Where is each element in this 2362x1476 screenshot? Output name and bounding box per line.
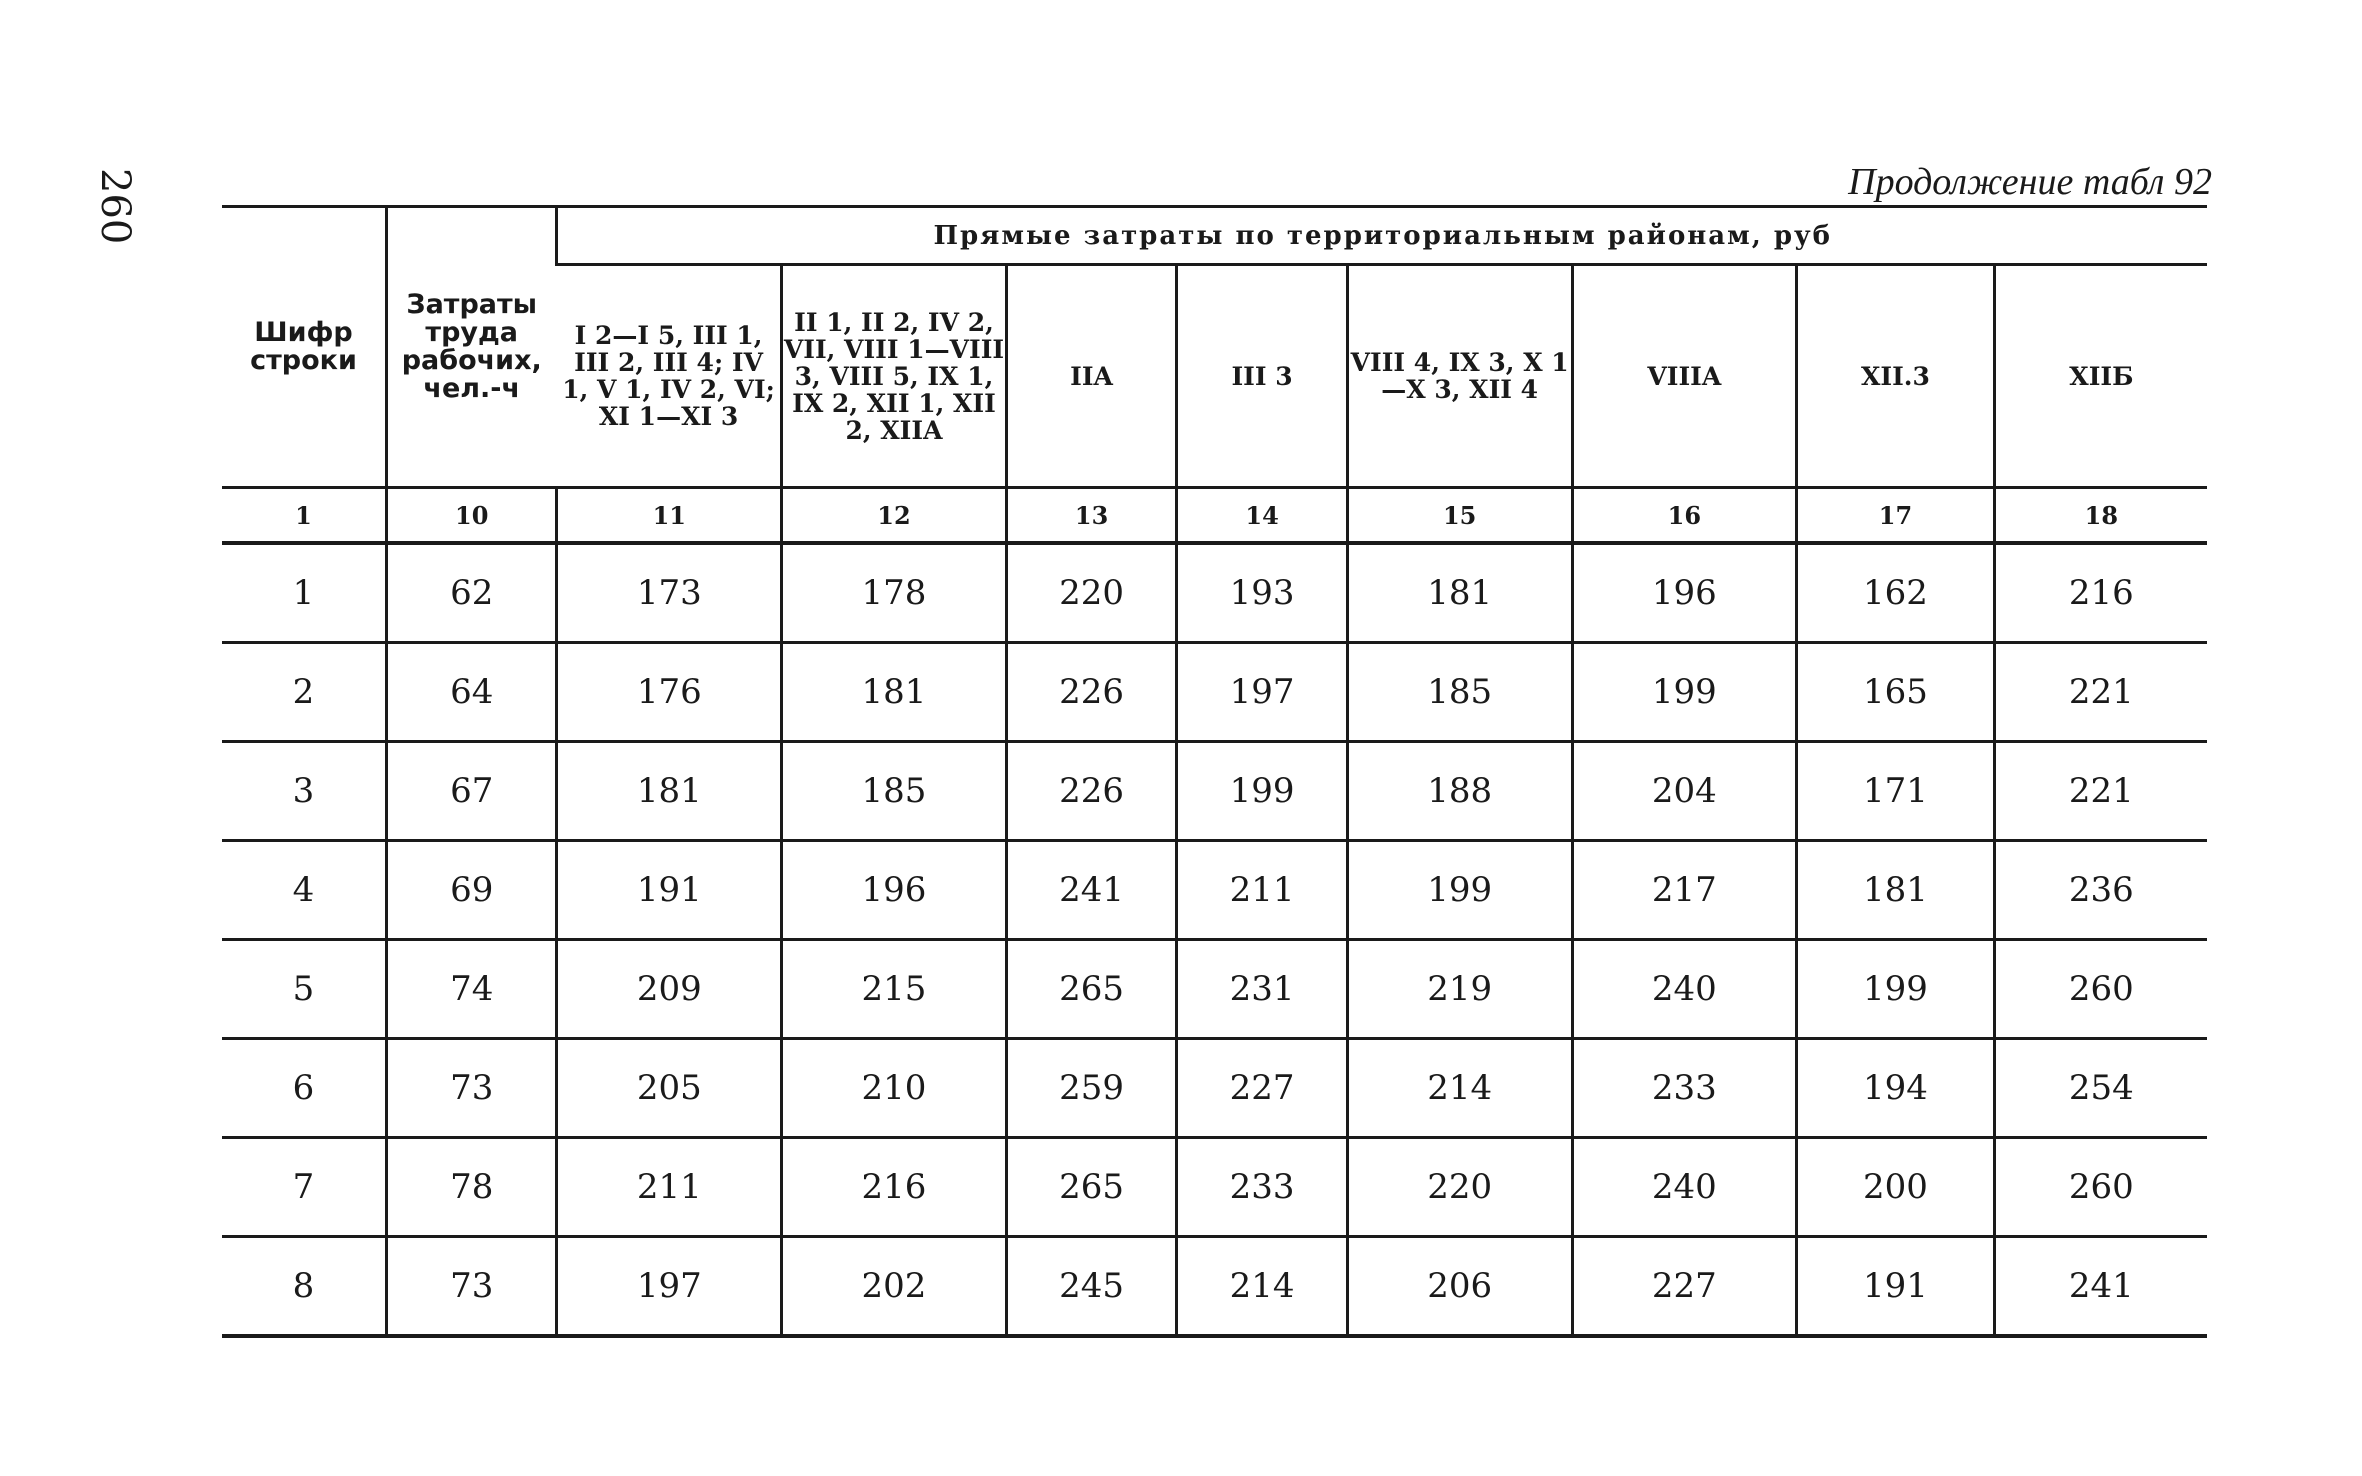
column-number: 16	[1572, 488, 1797, 544]
region-header: IIA	[1006, 265, 1177, 488]
table-row	[222, 742, 2207, 841]
table-cell: 202	[782, 1237, 1007, 1337]
table-row	[222, 1138, 2207, 1237]
table-cell: 193	[1177, 543, 1348, 643]
table-cell: 216	[1994, 543, 2207, 643]
table-cell: 227	[1572, 1237, 1797, 1337]
table-cell: 78	[386, 1138, 557, 1237]
region-header: III 3	[1177, 265, 1348, 488]
table-cell: 221	[1994, 643, 2207, 742]
table-cell: 67	[386, 742, 557, 841]
table-cell: 74	[386, 940, 557, 1039]
table-cell: 220	[1347, 1138, 1572, 1237]
row-code-cell: 6	[222, 1039, 386, 1138]
page-number: 260	[92, 168, 138, 245]
table-cell: 220	[1006, 543, 1177, 643]
table-row	[222, 1237, 2207, 1337]
costs-table	[222, 205, 2207, 1338]
table-cell: 226	[1006, 742, 1177, 841]
table-cell: 209	[557, 940, 782, 1039]
row-code-cell: 5	[222, 940, 386, 1039]
table-cell: 191	[1797, 1237, 1995, 1337]
row-code-cell: 4	[222, 841, 386, 940]
table-cell: 241	[1994, 1237, 2207, 1337]
table-cell: 194	[1797, 1039, 1995, 1138]
data-table-container	[222, 205, 2207, 1338]
table-cell: 197	[557, 1237, 782, 1337]
table-cell: 199	[1797, 940, 1995, 1039]
column-number: 17	[1797, 488, 1995, 544]
table-cell: 197	[1177, 643, 1348, 742]
table-cell: 265	[1006, 1138, 1177, 1237]
table-cell: 265	[1006, 940, 1177, 1039]
table-cell: 227	[1177, 1039, 1348, 1138]
table-cell: 215	[782, 940, 1007, 1039]
table-cell: 64	[386, 643, 557, 742]
table-cell: 240	[1572, 1138, 1797, 1237]
table-cell: 214	[1177, 1237, 1348, 1337]
column-number: 14	[1177, 488, 1348, 544]
table-cell: 231	[1177, 940, 1348, 1039]
row-code-cell: 1	[222, 543, 386, 643]
region-header: XIIБ	[1994, 265, 2207, 488]
column-number: 13	[1006, 488, 1177, 544]
table-cell: 185	[782, 742, 1007, 841]
table-row	[222, 543, 2207, 643]
table-cell: 206	[1347, 1237, 1572, 1337]
table-cell: 181	[557, 742, 782, 841]
table-cell: 240	[1572, 940, 1797, 1039]
column-number: 15	[1347, 488, 1572, 544]
row-code-cell: 3	[222, 742, 386, 841]
table-cell: 199	[1572, 643, 1797, 742]
table-cell: 181	[1797, 841, 1995, 940]
table-cell: 259	[1006, 1039, 1177, 1138]
table-cell: 173	[557, 543, 782, 643]
table-cell: 191	[557, 841, 782, 940]
table-cell: 233	[1572, 1039, 1797, 1138]
row-code-cell: 8	[222, 1237, 386, 1337]
table-cell: 216	[782, 1138, 1007, 1237]
table-cell: 73	[386, 1237, 557, 1337]
table-cell: 211	[1177, 841, 1348, 940]
table-cell: 200	[1797, 1138, 1995, 1237]
table-cell: 233	[1177, 1138, 1348, 1237]
table-cell: 162	[1797, 543, 1995, 643]
direct-costs-group-header: Прямые затраты по территориальным районам, руб	[557, 207, 2207, 265]
region-header: II 1, II 2, IV 2, VII, VIII 1—VIII 3, VIII 5, IX 1, IX 2, XII 1, XII 2, XIIA	[782, 265, 1007, 488]
table-cell: 214	[1347, 1039, 1572, 1138]
table-cell: 211	[557, 1138, 782, 1237]
table-cell: 199	[1347, 841, 1572, 940]
column-number-row	[222, 488, 2207, 544]
table-cell: 217	[1572, 841, 1797, 940]
column-number: 1	[222, 488, 386, 544]
row-code-cell: 7	[222, 1138, 386, 1237]
column-number: 12	[782, 488, 1007, 544]
labor-cost-header: Затраты труда рабочих, чел.-ч	[386, 207, 557, 488]
table-cell: 199	[1177, 742, 1348, 841]
table-cell: 260	[1994, 1138, 2207, 1237]
table-cell: 62	[386, 543, 557, 643]
column-number: 10	[386, 488, 557, 544]
region-header: XII.3	[1797, 265, 1995, 488]
table-cell: 165	[1797, 643, 1995, 742]
table-cell: 196	[782, 841, 1007, 940]
table-cell: 221	[1994, 742, 2207, 841]
table-cell: 178	[782, 543, 1007, 643]
column-number: 11	[557, 488, 782, 544]
table-row	[222, 841, 2207, 940]
table-cell: 254	[1994, 1039, 2207, 1138]
table-row	[222, 940, 2207, 1039]
table-cell: 181	[1347, 543, 1572, 643]
region-header: VIII 4, IX 3, X 1—X 3, XII 4	[1347, 265, 1572, 488]
table-cell: 196	[1572, 543, 1797, 643]
table-caption: Продолжение табл 92	[1848, 161, 2212, 203]
region-header: VIIIA	[1572, 265, 1797, 488]
row-code-cell: 2	[222, 643, 386, 742]
table-cell: 226	[1006, 643, 1177, 742]
table-cell: 69	[386, 841, 557, 940]
table-cell: 171	[1797, 742, 1995, 841]
table-cell: 205	[557, 1039, 782, 1138]
row-code-header: Шифр строки	[222, 207, 386, 488]
table-cell: 176	[557, 643, 782, 742]
table-cell: 241	[1006, 841, 1177, 940]
table-row	[222, 1039, 2207, 1138]
table-cell: 181	[782, 643, 1007, 742]
region-header: I 2—I 5, III 1, III 2, III 4; IV 1, V 1, IV 2, VI; XI 1—XI 3	[557, 265, 782, 488]
table-cell: 188	[1347, 742, 1572, 841]
table-cell: 210	[782, 1039, 1007, 1138]
table-cell: 260	[1994, 940, 2207, 1039]
column-number: 18	[1994, 488, 2207, 544]
table-cell: 219	[1347, 940, 1572, 1039]
table-body	[222, 543, 2207, 1336]
table-row	[222, 643, 2207, 742]
table-cell: 236	[1994, 841, 2207, 940]
table-cell: 245	[1006, 1237, 1177, 1337]
table-cell: 73	[386, 1039, 557, 1138]
table-cell: 185	[1347, 643, 1572, 742]
table-cell: 204	[1572, 742, 1797, 841]
